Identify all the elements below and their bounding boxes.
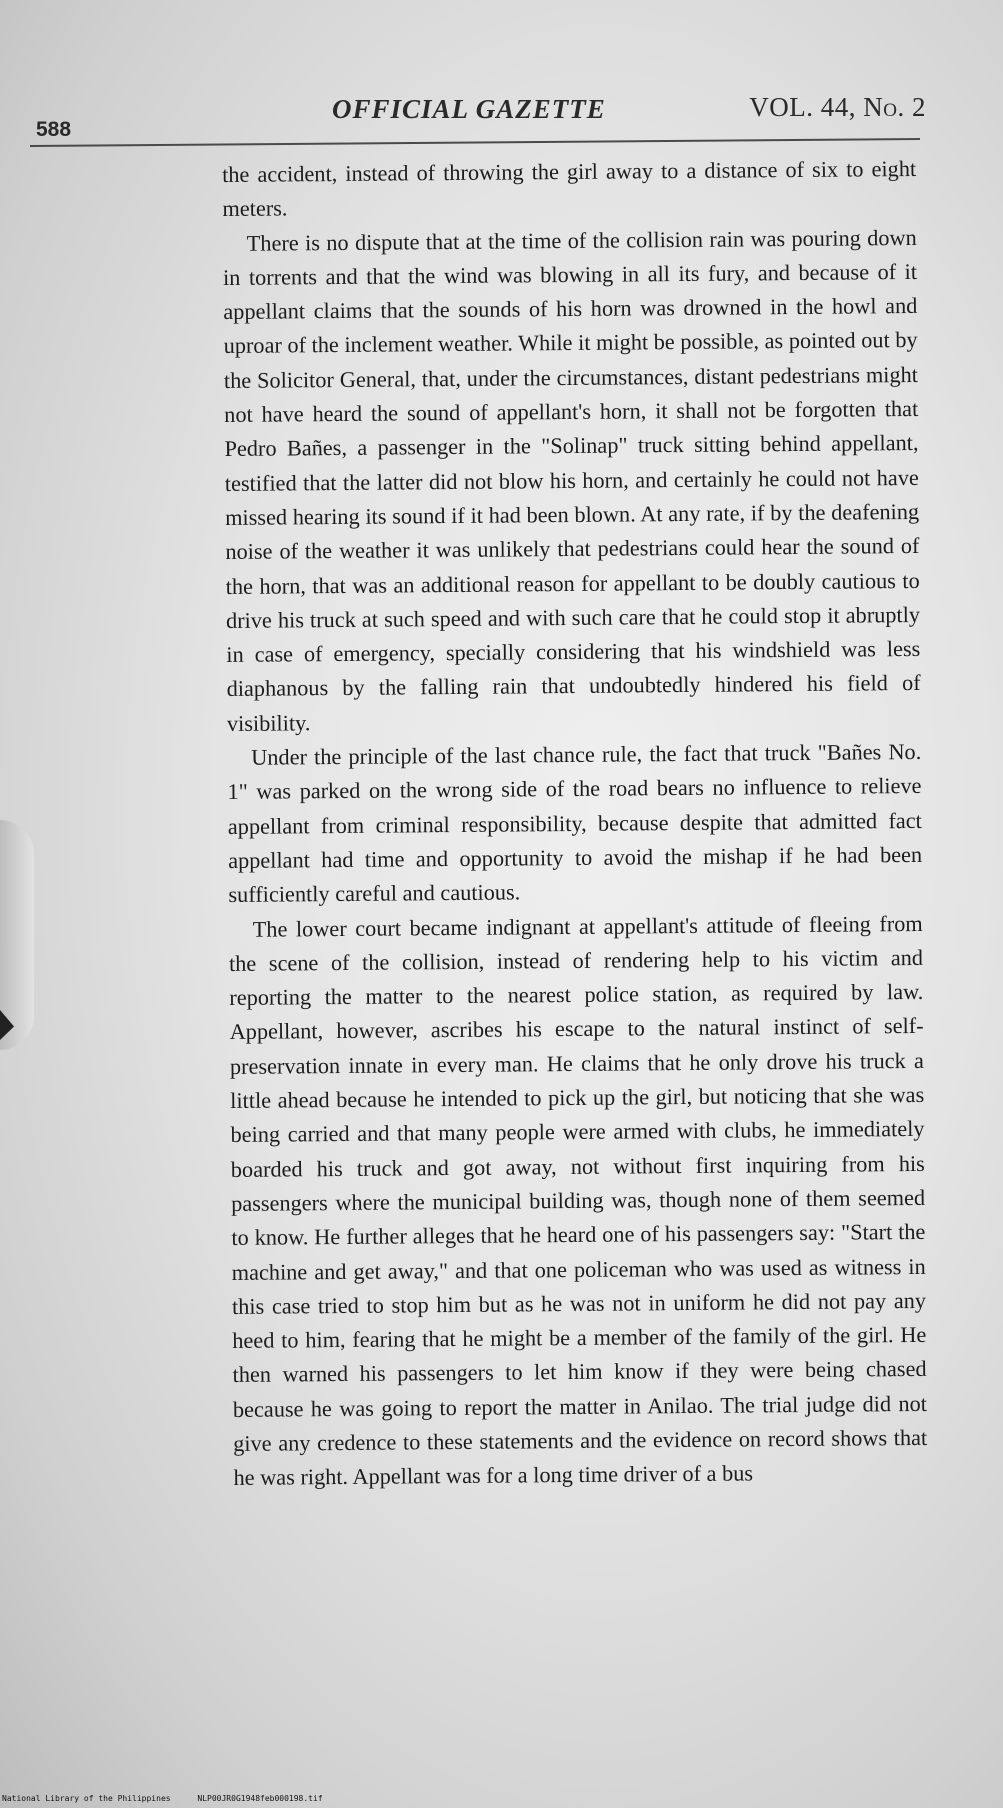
library-name: National Library of the Philippines <box>2 1794 171 1803</box>
page-fold-shadow <box>0 820 34 1050</box>
scan-footer <box>2 1794 402 1803</box>
article-body <box>222 152 928 1496</box>
running-title: OFFICIAL GAZETTE <box>332 94 606 124</box>
page-number: 588 <box>36 118 72 141</box>
paragraph-4: The lower court became indignant at appellant's attitude of fleeing from the scene of the collision, instead of rendering help to his victim and reporting the matter to the nearest police station, as required by law. Appellant, however, ascribes his escape to the natural instinct of self-preservation innate in every man. He claims that he only drove his truck a little ahead because he intended to pick up the girl, but noticing that she was being carried and that many people were armed with clubs, he immediately boarded his truck and got away, not without first inquiring from his passengers where the municipal building was, though none of them seemed to know. He further alleges that he heard one of his passengers say: "Start the machine and get away," and that one policeman who was used as witness in this case tried to stop him but as he was not in uniform he did not pay any heed to him, fearing that he might be a member of the family of the girl. He then warned his passengers to let him know if they were being chased because he was going to report the matter in Anilao. The trial judge did not give any credence to these statements and the evidence on record shows that he was right. Appellant was for a long time driver of a bus <box>228 910 928 1491</box>
file-name: NLP00JR0G1948feb000198.tif <box>197 1794 323 1803</box>
paragraph-3: Under the principle of the last chance rule, the fact that truck "Bañes No. 1" was parked on the wrong side of the road bears no influence to relieve appellant from criminal responsibility, because despite that admitted fact appellant had time and opportunity to avoid the mishap if he had been sufficiently careful and cautious. <box>227 738 923 908</box>
volume-issue: VOL. 44, No. 2 <box>749 92 926 122</box>
paragraph-1: the accident, instead of throwing the girl away to a distance of six to eight meters. <box>222 155 917 222</box>
paragraph-2: There is no dispute that at the time of the collision rain was pouring down in torrents and that the wind was blowing in all its fury, and because of it appellant claims that the sounds of his horn was drowned in the howl and uproar of the inclement weather. While it might be possible, as pointed out by the Solicitor General, that, under the circumstances, distant pedestrians might not have heard the sound of appellant's horn, it shall not be forgotten that Pedro Bañes, a passenger in the "Solinap" truck sitting behind appellant, testified that the latter did not blow his horn, and certainly he could not have missed hearing its sound if it had been blown. At any rate, if by the deafening noise of the weather it was unlikely that pedestrians could hear the sound of the horn, that was an additional reason for appellant to be doubly cautious to drive his truck at such speed and with such care that he could stop it abruptly in case of emergency, specially considering that his windshield was less diaphanous by the falling rain that undoubtedly hindered his field of visibility. <box>222 224 921 736</box>
page-header <box>36 88 926 144</box>
